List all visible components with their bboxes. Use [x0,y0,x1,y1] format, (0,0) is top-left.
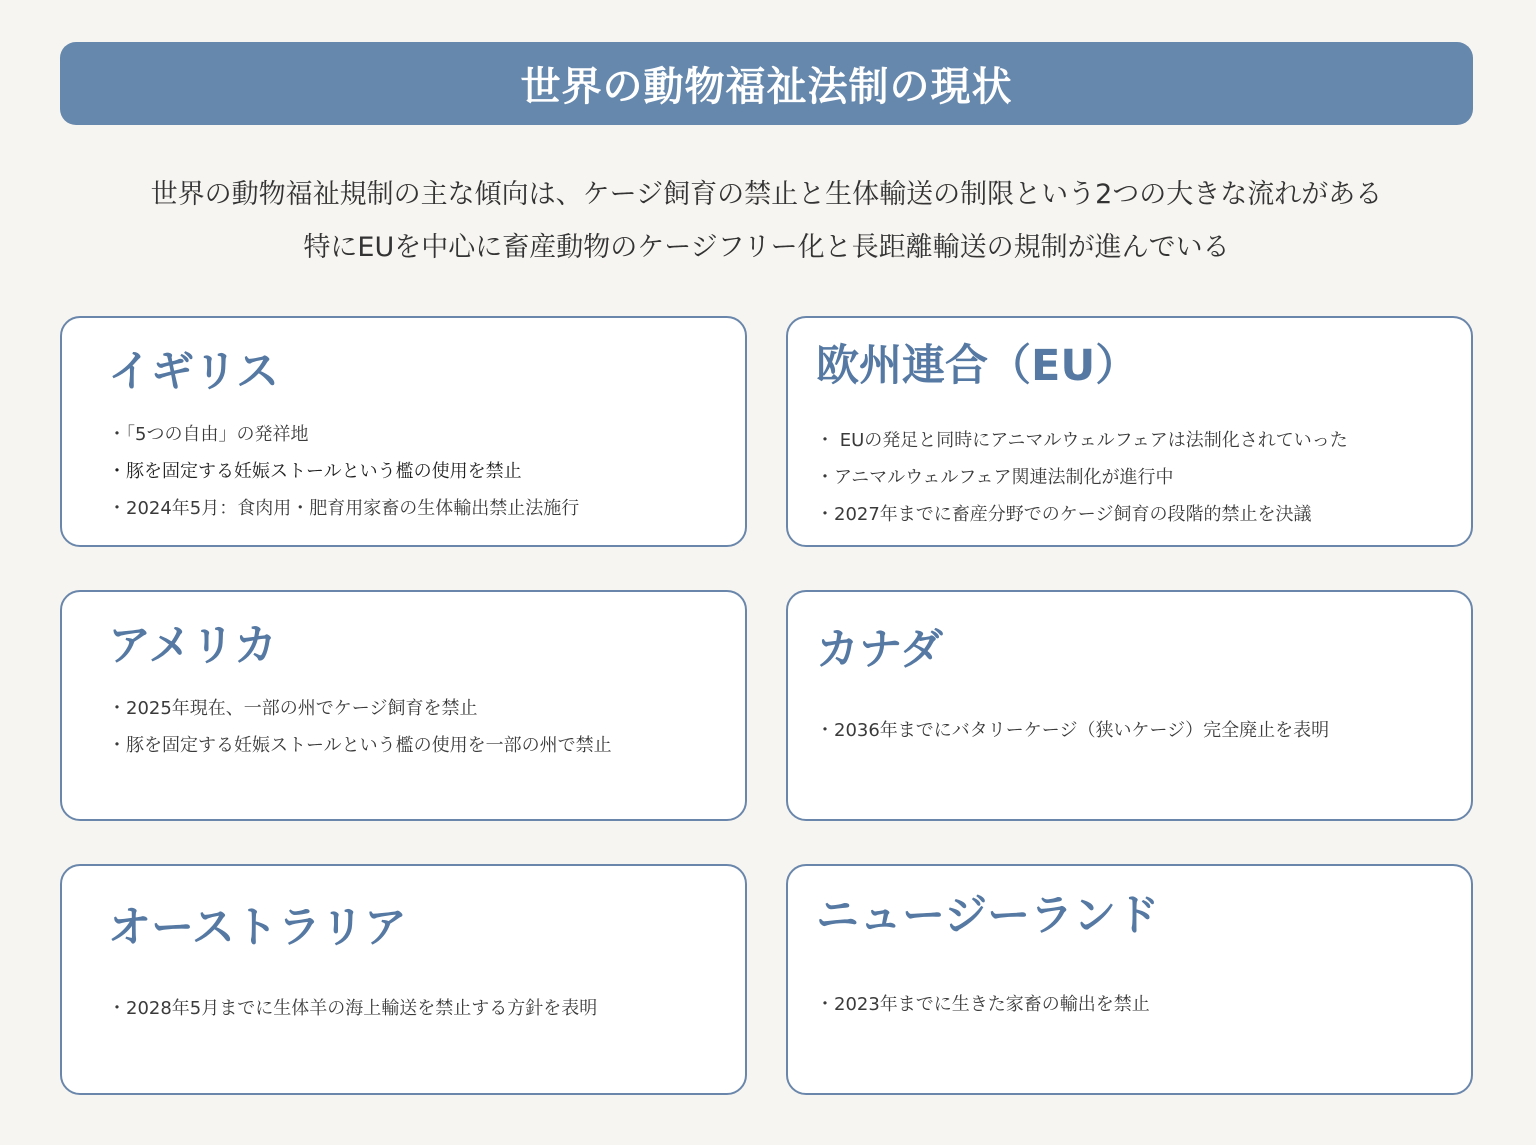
list-item: ・2027年までに畜産分野でのケージ飼育の段階的禁止を決議 [816,504,1312,525]
card-eu [786,316,1473,547]
country-card-grid [60,316,1473,1095]
card-new-zealand [786,864,1473,1095]
card-list [108,990,721,1027]
list-item: ・2024年5月：食肉用・肥育用家畜の生体輸出禁止法施行 [108,498,580,519]
card-heading: オーストラリア [108,903,407,953]
card-canada [786,590,1473,821]
list-item: ・2028年5月までに生体羊の海上輸送を禁止する方針を表明 [108,998,598,1019]
list-item: ・2023年までに生きた家畜の輸出を禁止 [816,994,1150,1015]
card-list [816,712,1447,749]
intro-text [60,168,1473,274]
title-banner [60,42,1473,125]
card-uk [60,316,747,547]
card-list [816,986,1447,1023]
intro-line-1: 世界の動物福祉規制の主な傾向は、ケージ飼育の禁止と生体輸送の制限という2つの大きな流れがある [150,179,1383,210]
card-heading: イギリス [108,347,280,397]
card-heading: アメリカ [108,621,277,671]
intro-line-2: 特にEUを中心に畜産動物のケージフリー化と長距離輸送の規制が進んでいる [303,232,1230,263]
list-item: ・「5つの自由」の発祥地 [108,424,309,445]
list-item: ・豚を固定する妊娠ストールという檻の使用を一部の州で禁止 [108,735,612,756]
list-item: ・2025年現在、一部の州でケージ飼育を禁止 [108,698,478,719]
card-heading: 欧州連合（EU） [816,341,1139,391]
list-item: ・2036年までにバタリーケージ（狭いケージ）完全廃止を表明 [816,720,1330,741]
card-usa [60,590,747,821]
card-heading: ニュージーランド [816,891,1160,941]
card-heading: カナダ [816,625,943,675]
page-title: 世界の動物福祉法制の現状 [520,64,1013,110]
card-list [816,422,1447,533]
card-list [108,690,721,764]
list-item: ・豚を固定する妊娠ストールという檻の使用を禁止 [108,461,522,482]
list-item: ・アニマルウェルフェア関連法制化が進行中 [816,467,1174,488]
card-list [108,416,721,527]
card-australia [60,864,747,1095]
list-item: ・ EUの発足と同時にアニマルウェルフェアは法制化されていった [816,430,1348,451]
